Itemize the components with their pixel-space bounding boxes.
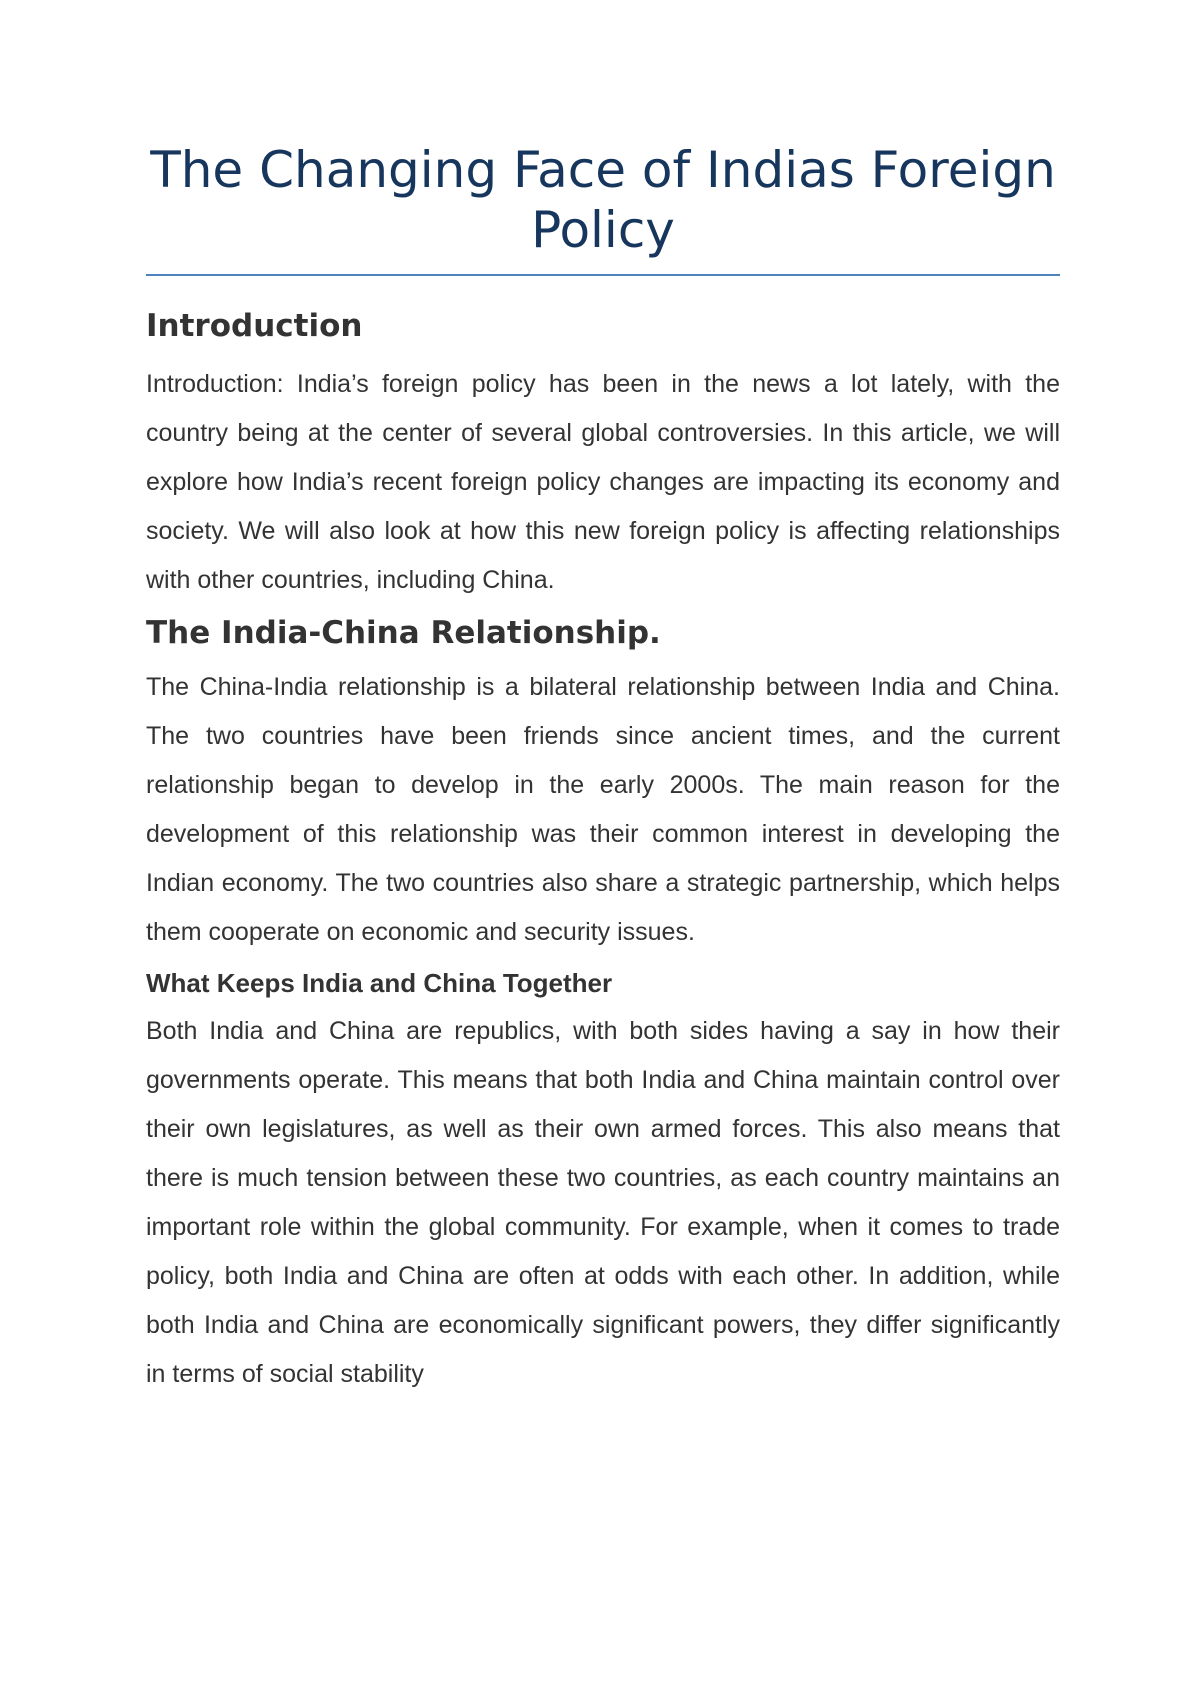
title-divider [146,274,1060,276]
section-india-china-relationship [146,613,1060,957]
section-heading: Introduction [146,308,363,344]
section-introduction [146,306,1060,605]
document-title: The Changing Face of Indias Foreign Policy [150,141,1056,259]
section-paragraph: Both India and China are republics, with both sides having a say in how their governments operate. This means that both India and China maintain control over their own legislatures, as well as their own armed forces. This also means that there is much tension between these two countries, as each country maintains an important role within the global community. For example, when it comes to trade policy, both India and China are often at odds with each other. In addition, while both India and China are economically significant powers, they differ significantly in terms of social stability [146,1017,1060,1388]
document-page [146,140,1060,1399]
section-what-keeps-together [146,965,1060,1399]
section-paragraph: Introduction: India’s foreign policy has been in the news a lot lately, with the country being at the center of several global controversies. In this article, we will explore how India’s recent foreign policy changes are impacting its economy and society. We will also look at how this new foreign policy is affecting relationships with other countries, including China. [146,370,1060,594]
section-heading: The India-China Relationship. [146,615,661,651]
section-paragraph: The China-India relationship is a bilateral relationship between India and China. The two countries have been friends since ancient times, and the current relationship began to develop in the early 2000s. The main reason for the development of this relationship was their common interest in developing the Indian economy. The two countries also share a strategic partnership, which helps them cooperate on economic and security issues. [146,673,1060,946]
subsection-heading: What Keeps India and China Together [146,968,613,998]
